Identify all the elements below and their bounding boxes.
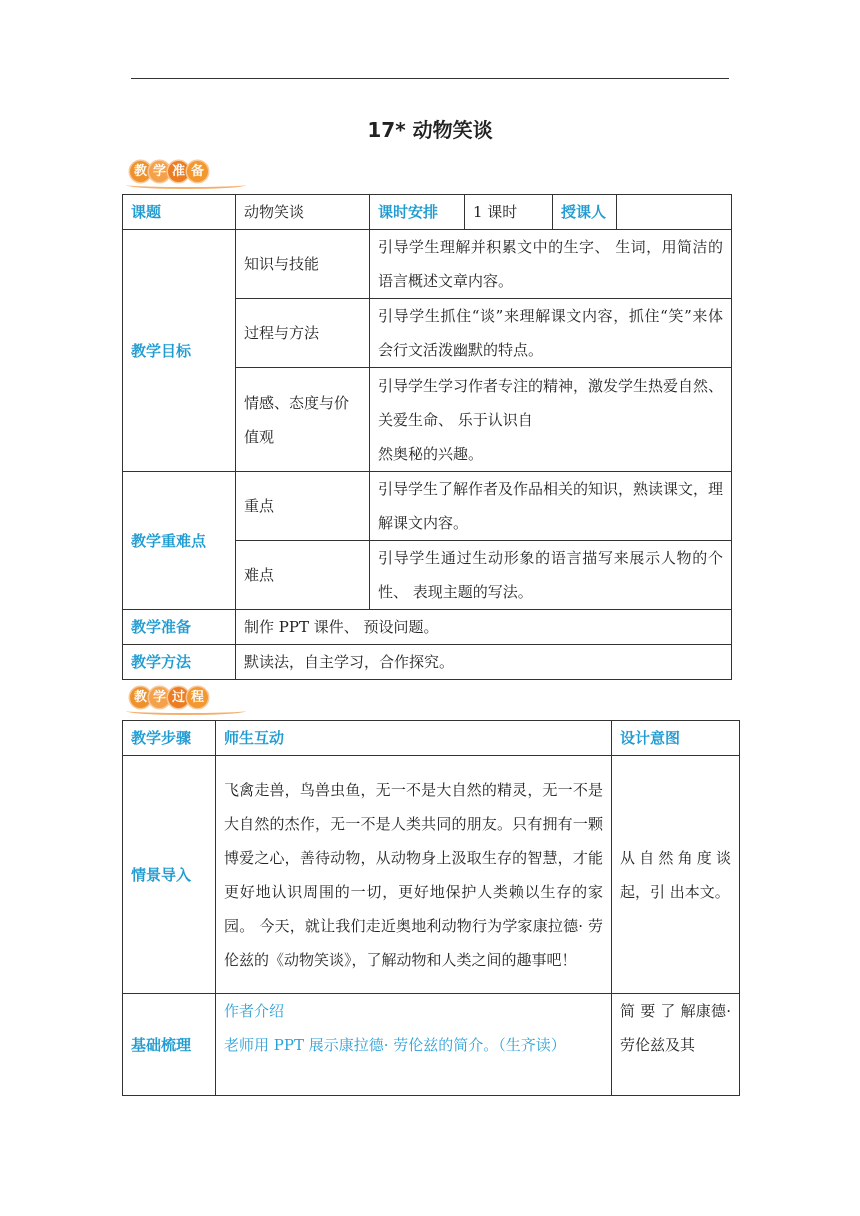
goal-text-line: 然奥秘的兴趣。 (378, 444, 484, 463)
process-table (122, 720, 740, 1096)
page-title: 17* 动物笑谈 (367, 118, 493, 142)
section-badge-prep (130, 156, 206, 186)
goal-text (370, 368, 732, 472)
keypoint-name: 难点 (236, 541, 370, 610)
schedule-label: 课时安排 (370, 195, 465, 230)
topic-value: 动物笑谈 (236, 195, 370, 230)
goal-name: 情感、态度与价值观 (236, 368, 370, 472)
interaction-cell (216, 994, 612, 1096)
goals-label: 教学目标 (123, 230, 236, 472)
goal-text: 引导学生抓住“谈”来理解课文内容，抓住“笑”来体会行文活泼幽默的特点。 (370, 299, 732, 368)
header-rule (131, 78, 729, 79)
topic-label: 课题 (123, 195, 236, 230)
prep-label: 教学准备 (123, 610, 236, 645)
schedule-value: 1 课时 (465, 195, 553, 230)
badge-char: 程 (187, 687, 208, 708)
goal-name: 知识与技能 (236, 230, 370, 299)
method-value: 默读法，自主学习，合作探究。 (236, 645, 732, 680)
step-label: 情景导入 (123, 756, 216, 994)
badge-char: 学 (149, 161, 170, 182)
header-interaction: 师生互动 (216, 721, 612, 756)
interaction-text: 飞禽走兽，鸟兽虫鱼，无一不是大自然的精灵，无一不是大自然的杰作，无一不是人类共同的朋友。只有拥有一颗博爱之心，善待动物，从动物身上汲取生存的智慧，才能更好地认识周围的一切，更好地保护人类赖以生存的家园。 今天，就让我们走近奥地利动物行为学家康拉德· 劳伦兹的《动物笑谈》，了解动物和人类之间的趣事吧！ (216, 756, 612, 994)
goal-name: 过程与方法 (236, 299, 370, 368)
goal-text-line: 引导学生学习作者专注的精神，激发学生热爱自然、 关爱生命、 乐于认识自 (378, 376, 724, 429)
badge-char: 过 (168, 687, 189, 708)
section-badge-process (130, 682, 206, 712)
method-label: 教学方法 (123, 645, 236, 680)
step-label: 基础梳理 (123, 994, 216, 1096)
interaction-text: 老师用 PPT 展示康拉德· 劳伦兹的简介。（生齐读） (224, 1036, 566, 1054)
badge-char: 备 (187, 161, 208, 182)
keypoints-label: 教学重难点 (123, 472, 236, 610)
badge-swoosh (126, 181, 246, 189)
badge-char: 准 (168, 161, 189, 182)
intent-text: 简 要 了 解康德· 劳伦兹及其 (612, 994, 740, 1096)
keypoint-text: 引导学生通过生动形象的语言描写来展示人物的个性、 表现主题的写法。 (370, 541, 732, 610)
teacher-value (617, 195, 732, 230)
goal-text: 引导学生理解并积累文中的生字、 生词，用简洁的语言概述文章内容。 (370, 230, 732, 299)
badge-char: 教 (130, 687, 151, 708)
badge-char: 学 (149, 687, 170, 708)
header-intent: 设计意图 (612, 721, 740, 756)
interaction-heading: 作者介绍 (224, 1002, 285, 1020)
prep-table (122, 194, 732, 680)
intent-text: 从自然角度谈起，引 出本文。 (612, 756, 740, 994)
badge-char: 教 (130, 161, 151, 182)
keypoint-name: 重点 (236, 472, 370, 541)
badge-swoosh (126, 707, 246, 715)
header-step: 教学步骤 (123, 721, 216, 756)
prep-value: 制作 PPT 课件、 预设问题。 (236, 610, 732, 645)
keypoint-text: 引导学生了解作者及作品相关的知识，熟读课文，理解课文内容。 (370, 472, 732, 541)
teacher-label: 授课人 (553, 195, 617, 230)
